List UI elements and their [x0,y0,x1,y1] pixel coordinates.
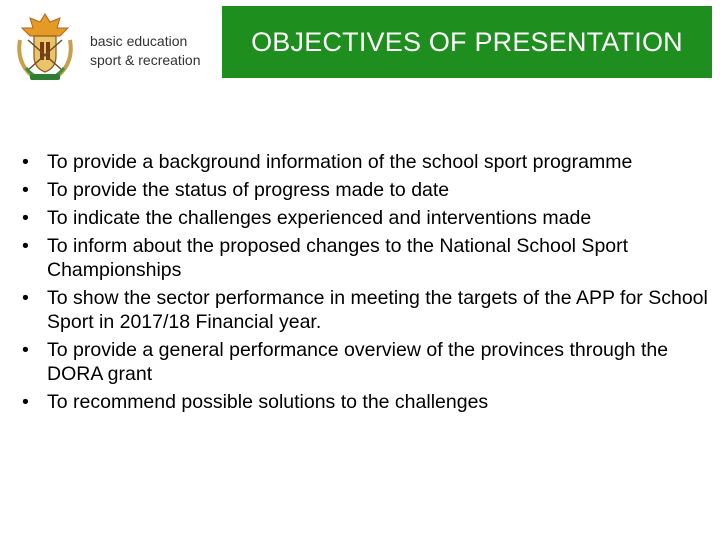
department-name-line-2: sport & recreation [90,52,201,68]
list-item [22,390,712,414]
coat-of-arms-icon [10,10,80,82]
list-item [22,150,712,174]
list-item-text: To provide a background information of the school sport programme [47,151,633,173]
list-item [22,338,712,386]
objectives-list [22,150,712,418]
list-item-text: To indicate the challenges experienced and interventions made [47,207,592,229]
list-item-text: To inform about the proposed changes to the National School Sport Championships [47,235,629,281]
coat-of-arms-logo [10,10,80,82]
department-name-line-1: basic education [90,33,188,49]
list-item [22,286,712,334]
bullet-icon: • [22,287,29,309]
bullet-icon: • [22,391,29,413]
list-item-text: To provide the status of progress made to date [47,179,450,201]
bullet-icon: • [22,207,29,229]
bullet-icon: • [22,339,29,361]
list-item-text: To recommend possible solutions to the challenges [47,391,489,413]
bullet-icon: • [22,179,29,201]
bullet-icon: • [22,235,29,257]
list-item-text: To provide a general performance overview of the provinces through the DORA grant [47,339,669,385]
department-name [90,32,201,70]
list-item [22,178,712,202]
bullet-icon: • [22,151,29,173]
list-item-text: To show the sector performance in meeting the targets of the APP for School Sport in 2017/18 Financial year. [47,287,708,333]
slide-header [0,0,720,90]
slide-title-banner [222,6,712,78]
slide-title: OBJECTIVES OF PRESENTATION [251,26,683,57]
list-item [22,206,712,230]
list-item [22,234,712,282]
